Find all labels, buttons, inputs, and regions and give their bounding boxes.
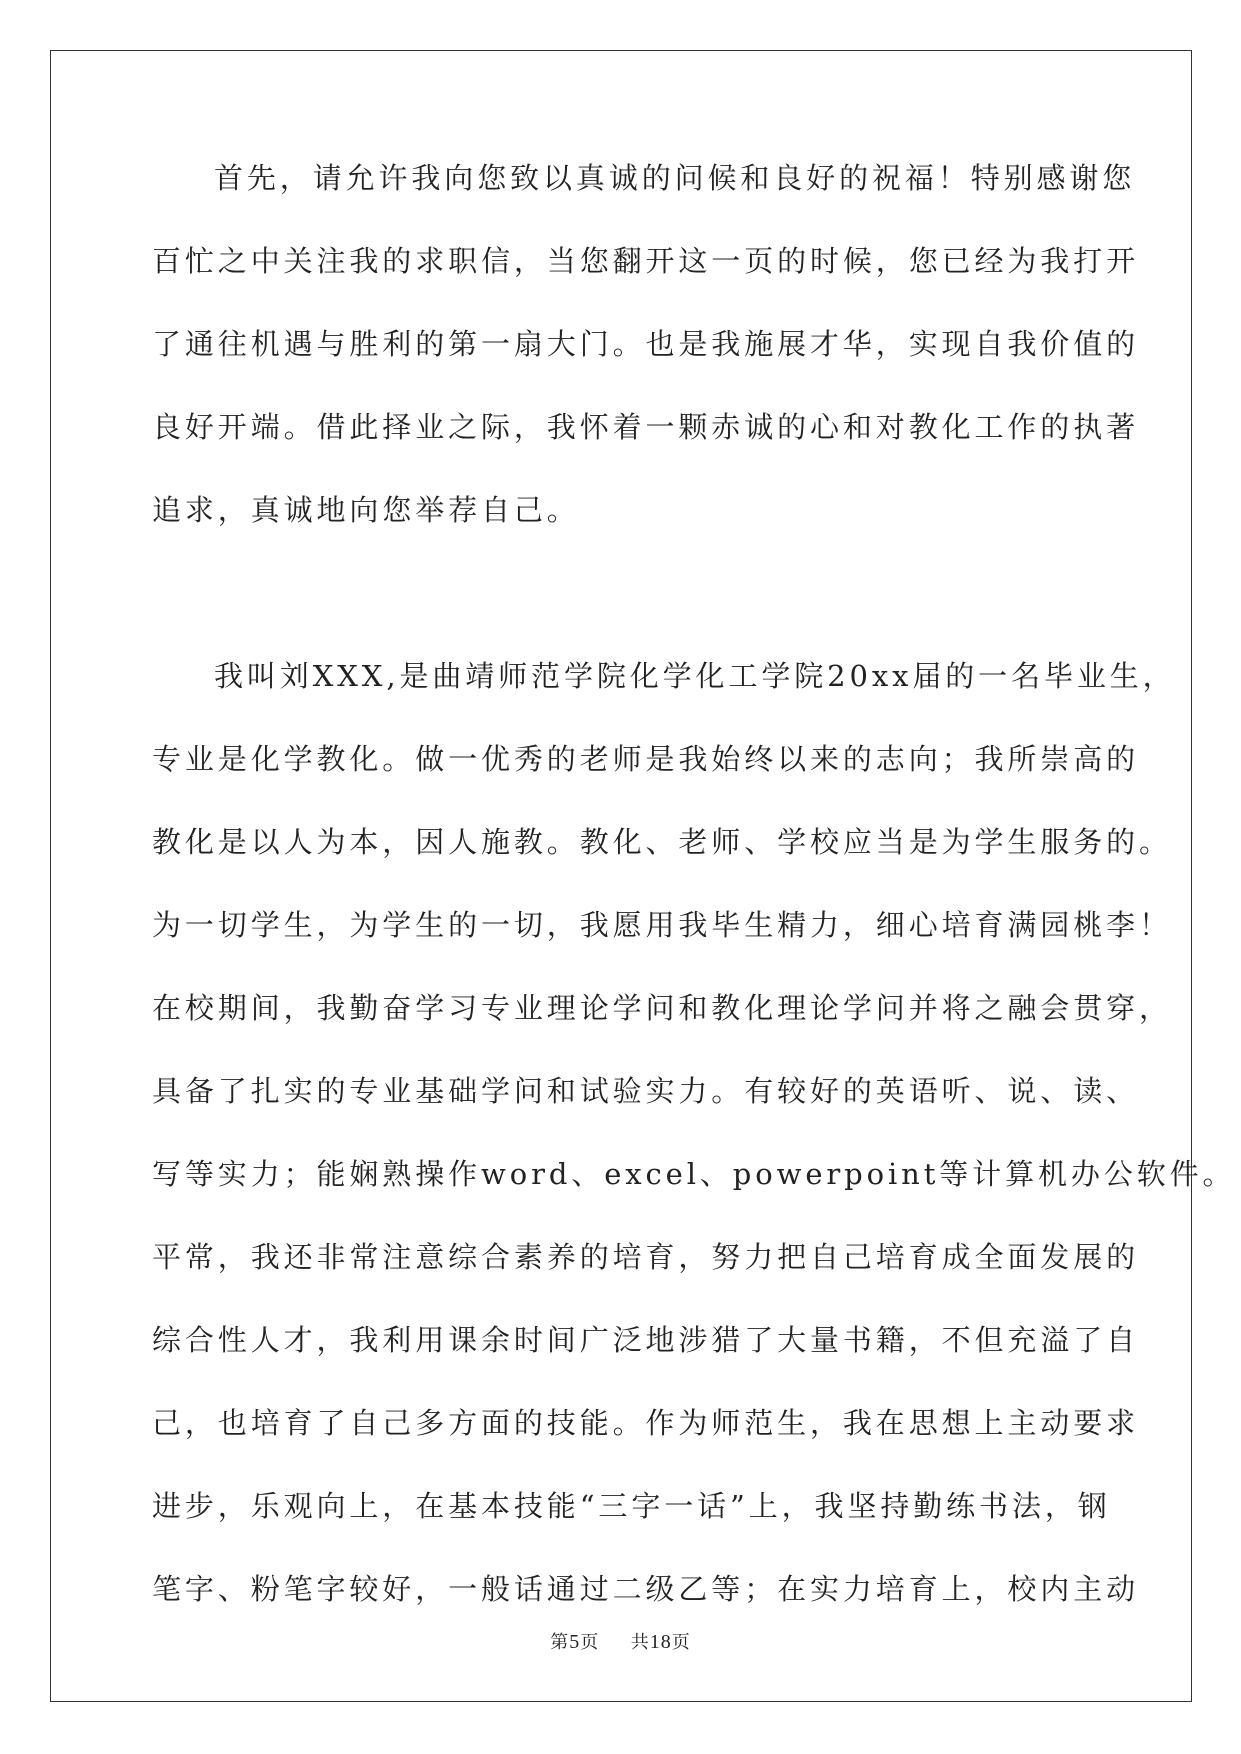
paragraph-gap (152, 575, 1092, 658)
total-pages: 18 (649, 1631, 672, 1653)
text-line: 百忙之中关注我的求职信，当您翻开这一页的时候，您已经为我打开 (152, 244, 1140, 278)
text-line: 平常，我还非常注意综合素养的培育，努力把自己培育成全面发展的 (152, 1240, 1140, 1274)
text-line: 写等实力；能娴熟操作word、excel、powerpoint等计算机办公软件。 (152, 1157, 1236, 1191)
paragraph (152, 160, 1140, 575)
text-line: 我叫刘XXX,是曲靖师范学院化学化工学院20xx届的一名毕业生， (214, 659, 1176, 693)
page-suffix: 页 (580, 1632, 600, 1653)
total-suffix: 页 (671, 1632, 691, 1653)
text-line: 进步，乐观向上，在基本技能“三字一话”上，我坚持勤练书法，钢 (152, 1489, 1111, 1523)
page-footer (0, 1628, 1241, 1654)
text-line: 首先，请允许我向您致以真诚的问候和良好的祝福！特别感谢您 (214, 161, 1136, 195)
text-line: 教化是以人为本，因人施教。教化、老师、学校应当是为学生服务的。 (152, 825, 1172, 859)
paragraph (152, 658, 1236, 1654)
page-prefix: 第 (550, 1632, 570, 1653)
total-prefix: 共 (630, 1632, 650, 1653)
text-line: 良好开端。借此择业之际，我怀着一颗赤诚的心和对教化工作的执著 (152, 410, 1140, 444)
page-number: 5 (569, 1631, 581, 1653)
total-pages-indicator (631, 1628, 691, 1654)
text-line: 己，也培育了自己多方面的技能。作为师范生，我在思想上主动要求 (152, 1406, 1140, 1440)
document-body (152, 160, 1236, 1654)
text-line: 具备了扎实的专业基础学问和试验实力。有较好的英语听、说、读、 (152, 1074, 1140, 1108)
page-indicator (550, 1628, 599, 1654)
text-line: 专业是化学教化。做一优秀的老师是我始终以来的志向；我所崇高的 (152, 742, 1140, 776)
text-line: 追求，真诚地向您举荐自己。 (152, 493, 580, 527)
text-line: 为一切学生，为学生的一切，我愿用我毕生精力，细心培育满园桃李！ (152, 908, 1172, 942)
text-line: 在校期间，我勤奋学习专业理论学问和教化理论学问并将之融会贯穿， (152, 991, 1172, 1025)
text-line: 综合性人才，我利用课余时间广泛地涉猎了大量书籍，不但充溢了自 (152, 1323, 1140, 1357)
text-line: 了通往机遇与胜利的第一扇大门。也是我施展才华，实现自我价值的 (152, 327, 1140, 361)
text-line: 笔字、粉笔字较好，一般话通过二级乙等；在实力培育上，校内主动 (152, 1572, 1140, 1606)
